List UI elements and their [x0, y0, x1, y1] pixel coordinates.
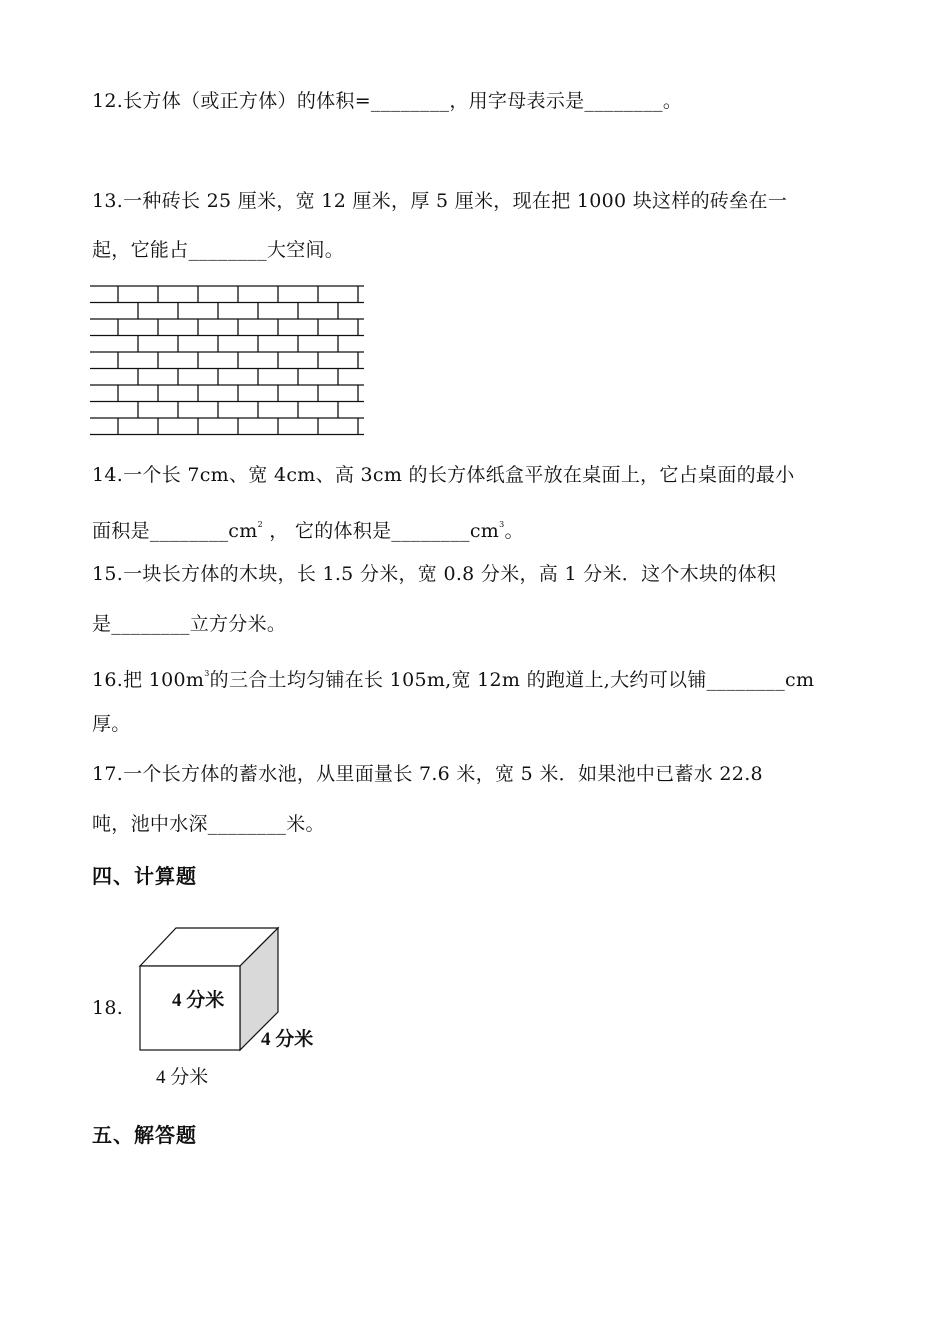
q16-superscript: 3 — [204, 669, 210, 678]
q14-text-b: ， 它的体积是________cm — [262, 520, 500, 542]
question-17-line-1: 17.一个长方体的蓄水池，从里面量长 7.6 米，宽 5 米．如果池中已蓄水 22.8 — [92, 763, 763, 785]
question-15-line-2: 是________立方分米。 — [92, 613, 287, 635]
q14-text-a: 面积是________cm — [92, 520, 258, 542]
question-13-line-2: 起，它能占________大空间。 — [92, 239, 345, 261]
q14-superscript-1: 2 — [257, 520, 263, 529]
question-13-line-1: 13.一种砖长 25 厘米，宽 12 厘米，厚 5 厘米，现在把 1000 块这样的砖垒在一 — [92, 190, 788, 212]
q14-text-c: 。 — [504, 520, 524, 542]
question-14-line-2 — [92, 512, 524, 544]
section-heading-calculation: 四、计算题 — [92, 864, 197, 888]
q16-text-a: 16.把 100m — [92, 669, 205, 691]
cube-label-bottom: 4 分米 — [156, 1067, 209, 1088]
question-15-line-1: 15.一块长方体的木块，长 1.5 分米，宽 0.8 分米，高 1 分米．这个木块的体积 — [92, 563, 777, 585]
brick-wall-figure — [90, 284, 366, 436]
section-heading-answers: 五、解答题 — [92, 1123, 197, 1147]
cube-label-front: 4 分米 — [172, 990, 225, 1011]
question-18-number: 18. — [92, 997, 124, 1019]
question-16-line-2: 厚。 — [92, 713, 131, 735]
cube-label-side: 4 分米 — [261, 1029, 314, 1050]
question-12-line-1: 12.长方体（或正方体）的体积=________，用字母表示是________。 — [92, 90, 683, 112]
question-16-line-1 — [92, 661, 814, 693]
q16-text-b: 的三合土均匀铺在长 105m,宽 12m 的跑道上,大约可以铺________cm — [209, 669, 815, 691]
question-14-line-1: 14.一个长 7cm、宽 4cm、高 3cm 的长方体纸盒平放在桌面上，它占桌面的最小 — [92, 464, 795, 486]
q14-superscript-2: 3 — [499, 520, 505, 529]
question-17-line-2: 吨，池中水深________米。 — [92, 813, 325, 835]
